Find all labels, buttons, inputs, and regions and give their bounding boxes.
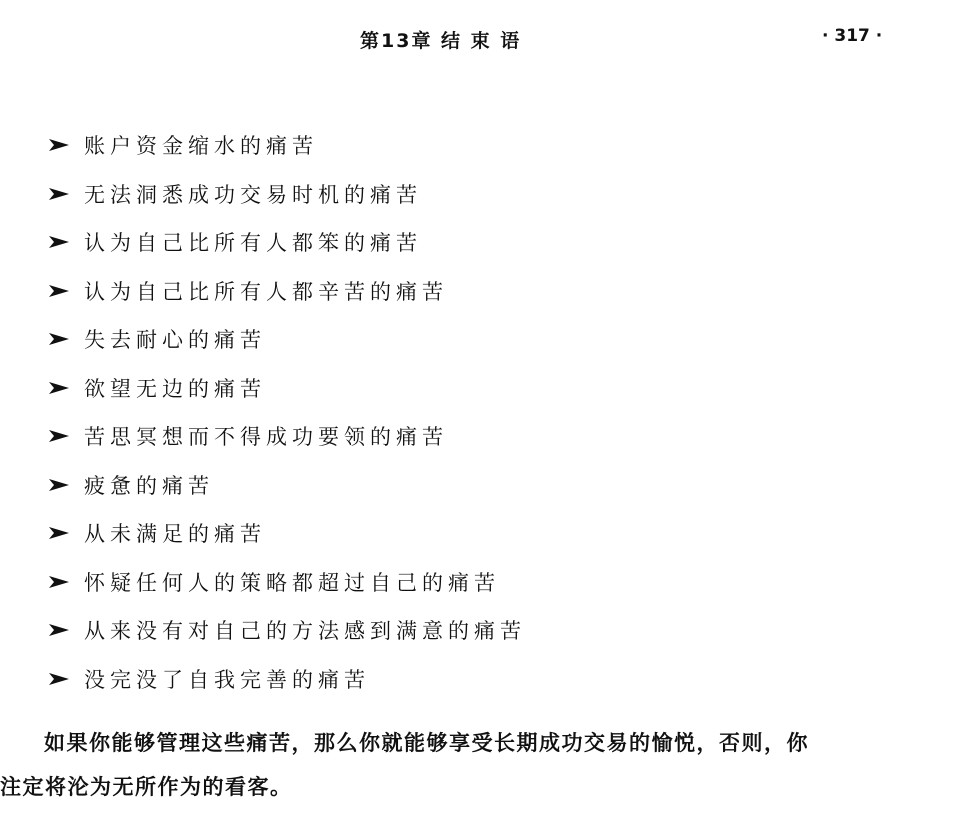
running-header [0,24,957,56]
list-item [48,558,526,607]
paragraph-line-2: 注定将沦为无所作为的看客。 [0,775,293,799]
arrowhead-bullet-icon [48,138,70,152]
list-item-text: 认为自己比所有人都笨的痛苦 [84,231,422,256]
list-item-text: 账户资金缩水的痛苦 [84,134,318,159]
list-item [48,461,526,510]
list-item [48,412,526,461]
arrowhead-bullet-icon [48,575,70,589]
arrowhead-bullet-icon [48,284,70,298]
list-item-text: 从来没有对自己的方法感到满意的痛苦 [84,619,526,644]
list-item [48,267,526,316]
arrowhead-bullet-icon [48,526,70,540]
arrowhead-bullet-icon [48,187,70,201]
list-item [48,170,526,219]
list-item-text: 没完没了自我完善的痛苦 [84,667,370,692]
list-item-text: 欲望无边的痛苦 [84,376,266,401]
list-item [48,364,526,413]
list-item [48,315,526,364]
arrowhead-bullet-icon [48,235,70,249]
list-item-text: 失去耐心的痛苦 [84,328,266,353]
list-item-text: 疲惫的痛苦 [84,473,214,498]
list-item [48,606,526,655]
closing-paragraph [0,721,957,809]
pain-list [48,121,526,703]
list-item [48,509,526,558]
list-item-text: 从未满足的痛苦 [84,522,266,547]
arrowhead-bullet-icon [48,429,70,443]
paragraph-line-1: 如果你能够管理这些痛苦，那么你就能够享受长期成功交易的愉悦，否则，你 [44,731,809,755]
list-item-text: 无法洞悉成功交易时机的痛苦 [84,182,422,207]
arrowhead-bullet-icon [48,332,70,346]
page-number: · 317 · [822,26,883,46]
arrowhead-bullet-icon [48,478,70,492]
list-item-text: 认为自己比所有人都辛苦的痛苦 [84,279,448,304]
list-item [48,218,526,267]
list-item [48,655,526,704]
arrowhead-bullet-icon [48,672,70,686]
arrowhead-bullet-icon [48,623,70,637]
list-item-text: 怀疑任何人的策略都超过自己的痛苦 [84,570,500,595]
chapter-title: 第13章 结 束 语 [360,30,522,52]
list-item [48,121,526,170]
arrowhead-bullet-icon [48,381,70,395]
list-item-text: 苦思冥想而不得成功要领的痛苦 [84,425,448,450]
